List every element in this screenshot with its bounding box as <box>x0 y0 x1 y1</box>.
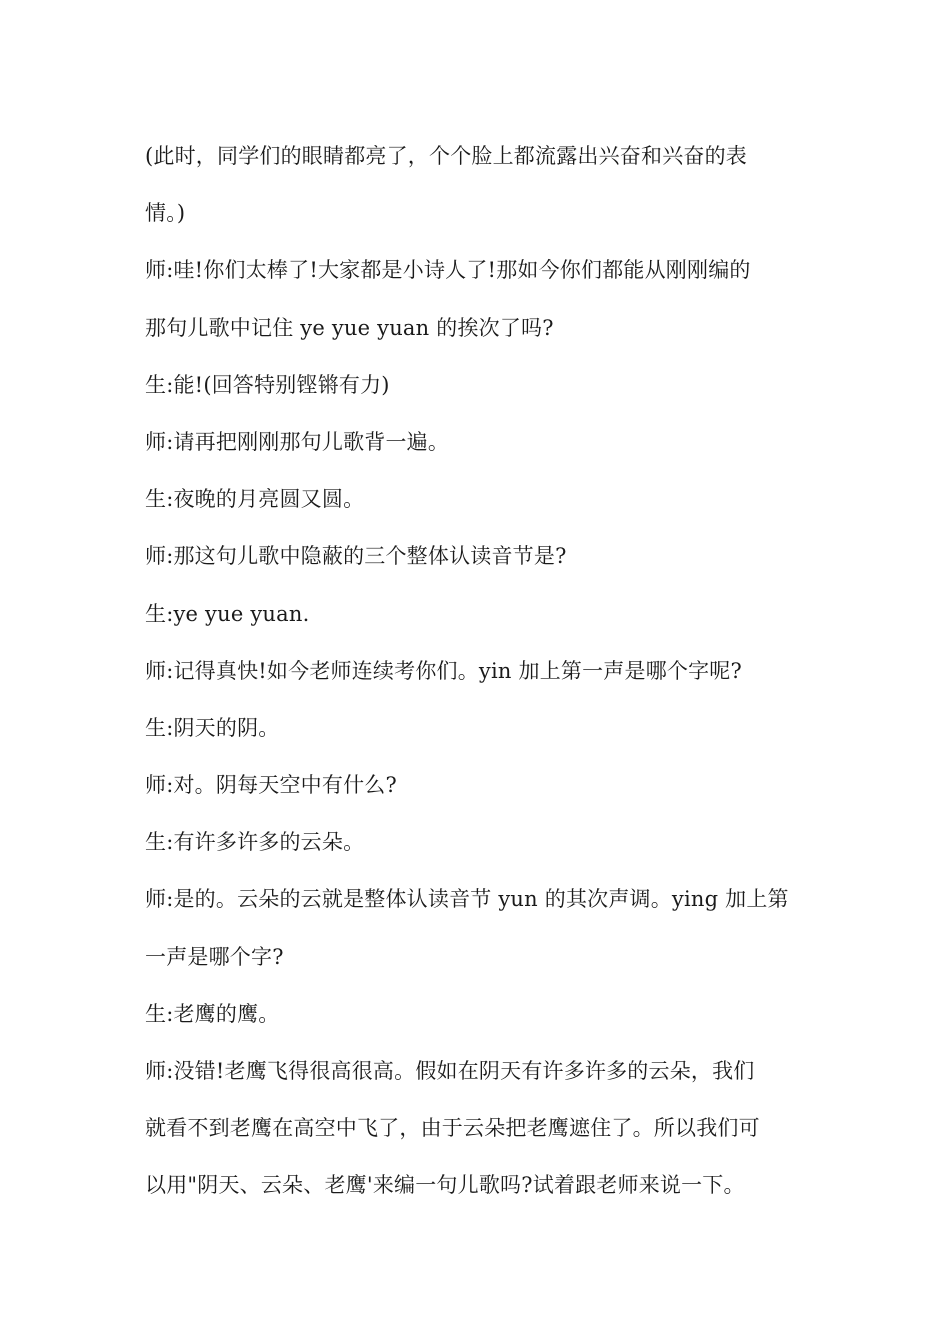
text-line: 生:能!(回答特别铿锵有力) <box>145 372 390 397</box>
text-line: 生:阴天的阴。 <box>145 715 280 740</box>
text-line: 生:ye yue yuan. <box>145 601 310 626</box>
text-line: 以用"阴天、云朵、老鹰'来编一句儿歌吗?试着跟老师来说一下。 <box>145 1173 745 1198</box>
text-line: 师:请再把刚刚那句儿歌背一遍。 <box>145 429 450 454</box>
text-line: 一声是哪个字? <box>145 944 284 969</box>
document-body <box>145 128 810 1215</box>
text-line: 生:夜晚的月亮圆又圆。 <box>145 487 365 512</box>
text-line: 师:那这句儿歌中隐蔽的三个整体认读音节是? <box>145 544 567 569</box>
text-line: 就看不到老鹰在高空中飞了，由于云朵把老鹰遮住了。所以我们可 <box>145 1116 760 1141</box>
text-line: 师:没错!老鹰飞得很高很高。假如在阴天有许多许多的云朵，我们 <box>145 1059 755 1083</box>
text-line: 那句儿歌中记住 ye yue yuan 的挨次了吗? <box>145 315 554 340</box>
text-line: 生:老鹰的鹰。 <box>145 1001 280 1026</box>
text-line: 生:有许多许多的云朵。 <box>145 830 365 855</box>
text-line: 师:哇!你们太棒了!大家都是小诗人了!那如今你们都能从刚刚编的 <box>145 258 751 283</box>
text-line: 师:对。阴每天空中有什么? <box>145 773 397 798</box>
text-line: 师:是的。云朵的云就是整体认读音节 yun 的其次声调。ying 加上第 <box>145 887 789 912</box>
text-line: (此时，同学们的眼睛都亮了，个个脸上都流露出兴奋和兴奋的表 <box>145 144 747 168</box>
text-line: 师:记得真快!如今老师连续考你们。yin 加上第一声是哪个字呢? <box>145 658 742 683</box>
text-line: 情。) <box>145 201 186 226</box>
